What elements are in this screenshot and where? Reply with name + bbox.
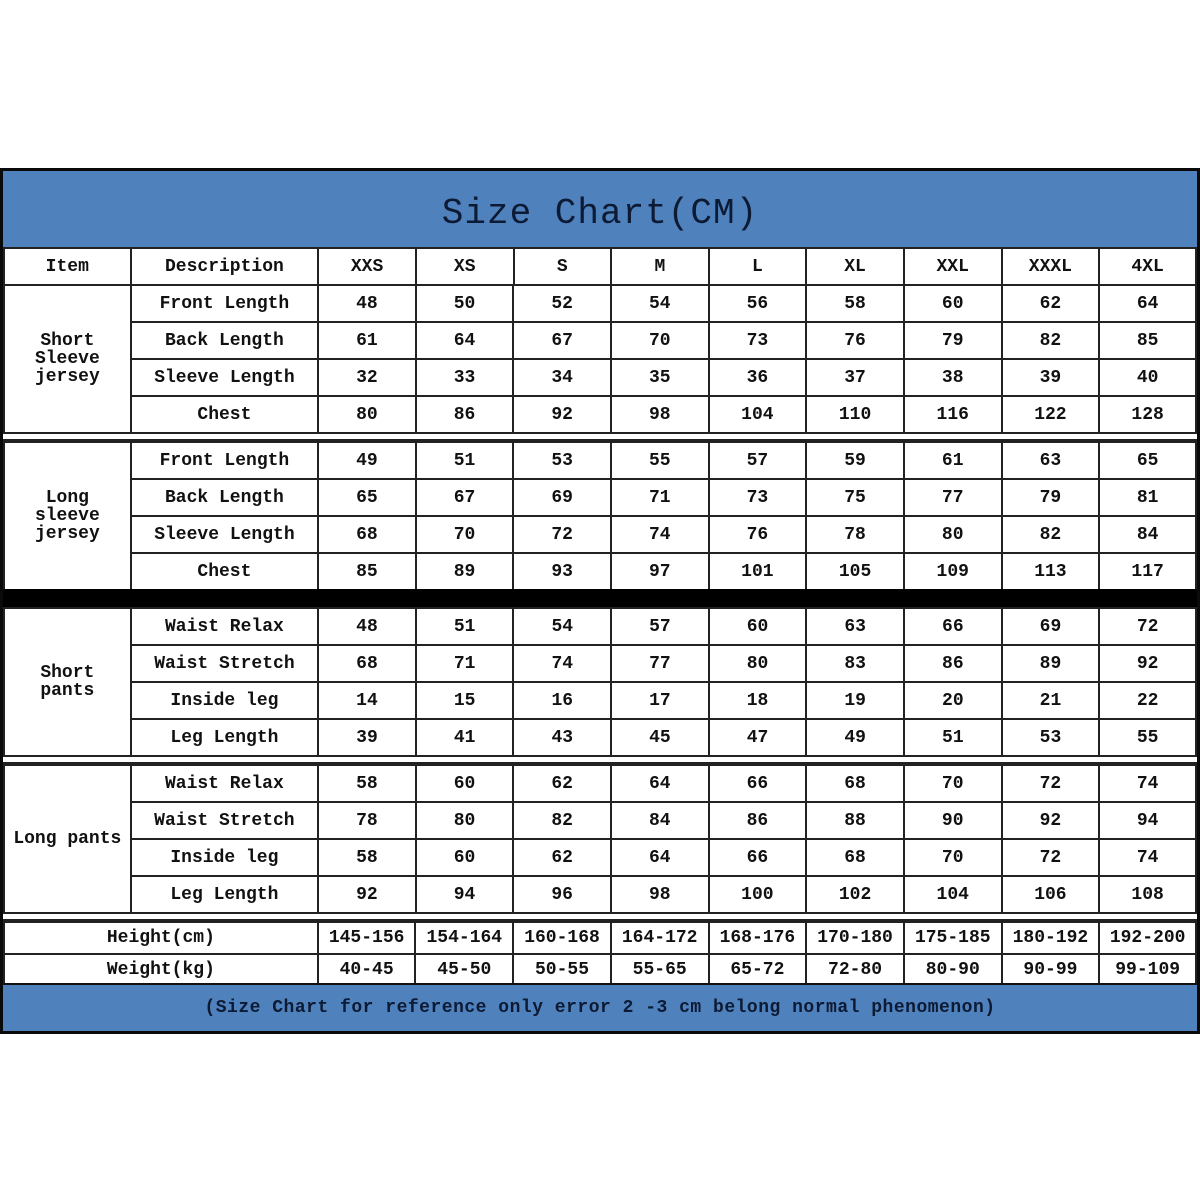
size-value-cell: 58 (318, 839, 416, 876)
title-bar (3, 171, 1197, 249)
size-value-cell: 66 (709, 765, 807, 802)
size-value-cell: 78 (318, 802, 416, 839)
table-row (4, 876, 1196, 913)
size-value-cell: 83 (806, 645, 904, 682)
size-value-cell: 43 (513, 719, 611, 756)
body-fit-value: 192-200 (1099, 922, 1196, 954)
size-value-cell: 81 (1099, 479, 1196, 516)
size-value-cell: 109 (904, 553, 1002, 590)
size-value-cell: 85 (1099, 322, 1196, 359)
size-value-cell: 53 (1002, 719, 1100, 756)
header-table (3, 247, 1197, 286)
size-value-cell: 62 (1002, 285, 1100, 322)
section-table (3, 764, 1197, 914)
size-value-cell: 55 (611, 442, 709, 479)
body-fit-value: 168-176 (709, 922, 807, 954)
size-value-cell: 80 (416, 802, 514, 839)
size-value-cell: 117 (1099, 553, 1196, 590)
size-value-cell: 19 (806, 682, 904, 719)
body-fit-value: 55-65 (611, 954, 709, 986)
size-value-cell: 110 (806, 396, 904, 433)
size-value-cell: 72 (513, 516, 611, 553)
size-value-cell: 74 (611, 516, 709, 553)
size-value-cell: 113 (1002, 553, 1100, 590)
row-description: Chest (131, 396, 318, 433)
body-fit-row (4, 922, 1196, 954)
section-divider (3, 432, 1197, 441)
size-value-cell: 51 (416, 442, 514, 479)
body-fit-value: 164-172 (611, 922, 709, 954)
size-value-cell: 94 (1099, 802, 1196, 839)
table-row (4, 285, 1196, 322)
size-value-cell: 71 (611, 479, 709, 516)
size-value-cell: 62 (513, 839, 611, 876)
size-value-cell: 60 (416, 839, 514, 876)
size-value-cell: 56 (709, 285, 807, 322)
size-value-cell: 64 (611, 765, 709, 802)
size-value-cell: 69 (1002, 608, 1100, 645)
size-value-cell: 72 (1002, 839, 1100, 876)
size-value-cell: 93 (513, 553, 611, 590)
section-divider-thick (3, 589, 1197, 607)
row-description: Waist Stretch (131, 645, 318, 682)
size-value-cell: 80 (904, 516, 1002, 553)
size-value-cell: 40 (1099, 359, 1196, 396)
body-fit-label: Weight(kg) (4, 954, 318, 986)
body-fit-value: 90-99 (1002, 954, 1100, 986)
body-fit-value: 180-192 (1002, 922, 1100, 954)
size-value-cell: 80 (318, 396, 416, 433)
body-fit-value: 154-164 (415, 922, 513, 954)
size-value-cell: 92 (513, 396, 611, 433)
body-fit-table (3, 921, 1197, 987)
size-value-cell: 63 (806, 608, 904, 645)
size-value-cell: 82 (513, 802, 611, 839)
body-fit-value: 50-55 (513, 954, 611, 986)
table-row (4, 396, 1196, 433)
body-fit-value: 40-45 (318, 954, 416, 986)
size-value-cell: 65 (318, 479, 416, 516)
size-value-cell: 100 (709, 876, 807, 913)
size-value-cell: 68 (318, 516, 416, 553)
size-value-cell: 122 (1002, 396, 1100, 433)
size-value-cell: 90 (904, 802, 1002, 839)
size-value-cell: 76 (806, 322, 904, 359)
size-value-cell: 92 (318, 876, 416, 913)
size-value-cell: 63 (1002, 442, 1100, 479)
size-value-cell: 51 (904, 719, 1002, 756)
body-fit-value: 99-109 (1099, 954, 1196, 986)
size-value-cell: 84 (1099, 516, 1196, 553)
size-value-cell: 39 (1002, 359, 1100, 396)
size-value-cell: 128 (1099, 396, 1196, 433)
size-value-cell: 14 (318, 682, 416, 719)
body-fit-value: 65-72 (709, 954, 807, 986)
size-value-cell: 73 (709, 479, 807, 516)
size-value-cell: 80 (709, 645, 807, 682)
size-value-cell: 15 (416, 682, 514, 719)
size-value-cell: 21 (1002, 682, 1100, 719)
size-value-cell: 74 (513, 645, 611, 682)
row-description: Waist Stretch (131, 802, 318, 839)
row-description: Leg Length (131, 876, 318, 913)
size-value-cell: 104 (904, 876, 1002, 913)
table-row (4, 479, 1196, 516)
size-value-cell: 108 (1099, 876, 1196, 913)
size-value-cell: 61 (318, 322, 416, 359)
section-item-label: Short Sleeve jersey (4, 285, 131, 433)
size-value-cell: 86 (709, 802, 807, 839)
size-value-cell: 37 (806, 359, 904, 396)
table-row (4, 322, 1196, 359)
chart-title: Size Chart(CM) (441, 192, 759, 234)
size-value-cell: 62 (513, 765, 611, 802)
size-value-cell: 66 (904, 608, 1002, 645)
size-value-cell: 60 (709, 608, 807, 645)
size-value-cell: 66 (709, 839, 807, 876)
body-fit-row (4, 954, 1196, 986)
size-value-cell: 18 (709, 682, 807, 719)
size-value-cell: 49 (806, 719, 904, 756)
size-value-cell: 65 (1099, 442, 1196, 479)
size-value-cell: 85 (318, 553, 416, 590)
row-description: Leg Length (131, 719, 318, 756)
size-value-cell: 73 (709, 322, 807, 359)
section-item-label: Long pants (4, 765, 131, 913)
size-value-cell: 92 (1002, 802, 1100, 839)
header-size: 4XL (1099, 248, 1196, 285)
size-value-cell: 67 (416, 479, 514, 516)
size-value-cell: 45 (611, 719, 709, 756)
size-value-cell: 106 (1002, 876, 1100, 913)
header-description: Description (131, 248, 319, 285)
size-value-cell: 82 (1002, 516, 1100, 553)
size-value-cell: 74 (1099, 839, 1196, 876)
size-value-cell: 86 (416, 396, 514, 433)
size-value-cell: 22 (1099, 682, 1196, 719)
size-value-cell: 68 (318, 645, 416, 682)
size-value-cell: 58 (806, 285, 904, 322)
size-value-cell: 74 (1099, 765, 1196, 802)
table-row (4, 359, 1196, 396)
size-value-cell: 77 (904, 479, 1002, 516)
table-row (4, 442, 1196, 479)
size-value-cell: 79 (904, 322, 1002, 359)
section-item-label: Short pants (4, 608, 131, 756)
header-size: S (514, 248, 612, 285)
table-row (4, 608, 1196, 645)
size-value-cell: 102 (806, 876, 904, 913)
size-value-cell: 78 (806, 516, 904, 553)
section-table (3, 607, 1197, 757)
size-value-cell: 48 (318, 608, 416, 645)
size-value-cell: 33 (416, 359, 514, 396)
header-size: XS (416, 248, 514, 285)
row-description: Inside leg (131, 682, 318, 719)
size-value-cell: 68 (806, 765, 904, 802)
size-value-cell: 64 (611, 839, 709, 876)
size-value-cell: 98 (611, 396, 709, 433)
header-size: XL (806, 248, 904, 285)
size-value-cell: 38 (904, 359, 1002, 396)
section-table (3, 441, 1197, 591)
size-value-cell: 48 (318, 285, 416, 322)
size-value-cell: 64 (1099, 285, 1196, 322)
size-chart (0, 168, 1200, 1034)
size-value-cell: 67 (513, 322, 611, 359)
size-value-cell: 35 (611, 359, 709, 396)
table-row (4, 765, 1196, 802)
size-value-cell: 69 (513, 479, 611, 516)
size-value-cell: 86 (904, 645, 1002, 682)
size-value-cell: 75 (806, 479, 904, 516)
body-fit-label: Height(cm) (4, 922, 318, 954)
header-size: M (611, 248, 709, 285)
header-row (4, 248, 1196, 285)
body-fit-value: 80-90 (904, 954, 1002, 986)
size-value-cell: 98 (611, 876, 709, 913)
size-value-cell: 94 (416, 876, 514, 913)
size-value-cell: 55 (1099, 719, 1196, 756)
size-value-cell: 41 (416, 719, 514, 756)
table-row (4, 839, 1196, 876)
size-value-cell: 49 (318, 442, 416, 479)
size-value-cell: 20 (904, 682, 1002, 719)
table-row (4, 516, 1196, 553)
table-row (4, 682, 1196, 719)
size-value-cell: 54 (611, 285, 709, 322)
size-value-cell: 51 (416, 608, 514, 645)
size-value-cell: 53 (513, 442, 611, 479)
row-description: Back Length (131, 479, 318, 516)
body-fit-value: 170-180 (806, 922, 904, 954)
size-value-cell: 97 (611, 553, 709, 590)
table-row (4, 553, 1196, 590)
size-value-cell: 60 (416, 765, 514, 802)
size-value-cell: 77 (611, 645, 709, 682)
size-value-cell: 47 (709, 719, 807, 756)
size-value-cell: 16 (513, 682, 611, 719)
size-value-cell: 61 (904, 442, 1002, 479)
size-value-cell: 68 (806, 839, 904, 876)
row-description: Waist Relax (131, 765, 318, 802)
size-value-cell: 57 (611, 608, 709, 645)
table-row (4, 802, 1196, 839)
header-size: XXXL (1002, 248, 1100, 285)
body-fit-value: 45-50 (415, 954, 513, 986)
table-row (4, 719, 1196, 756)
size-value-cell: 72 (1099, 608, 1196, 645)
footer-note: (Size Chart for reference only error 2 -3 cm belong normal phenomenon) (204, 998, 996, 1018)
size-value-cell: 58 (318, 765, 416, 802)
row-description: Inside leg (131, 839, 318, 876)
size-value-cell: 57 (709, 442, 807, 479)
size-value-cell: 52 (513, 285, 611, 322)
table-row (4, 645, 1196, 682)
size-value-cell: 70 (611, 322, 709, 359)
header-size: XXS (318, 248, 416, 285)
size-value-cell: 88 (806, 802, 904, 839)
size-value-cell: 89 (1002, 645, 1100, 682)
row-description: Back Length (131, 322, 318, 359)
size-value-cell: 116 (904, 396, 1002, 433)
size-value-cell: 76 (709, 516, 807, 553)
size-value-cell: 70 (416, 516, 514, 553)
row-description: Sleeve Length (131, 359, 318, 396)
size-value-cell: 70 (904, 839, 1002, 876)
size-value-cell: 64 (416, 322, 514, 359)
body-fit-value: 145-156 (318, 922, 416, 954)
header-size: L (709, 248, 807, 285)
row-description: Front Length (131, 442, 318, 479)
section-item-label: Long sleeve jersey (4, 442, 131, 590)
size-value-cell: 32 (318, 359, 416, 396)
header-size: XXL (904, 248, 1002, 285)
body-fit-value: 72-80 (806, 954, 904, 986)
row-description: Waist Relax (131, 608, 318, 645)
size-value-cell: 54 (513, 608, 611, 645)
body-fit-value: 160-168 (513, 922, 611, 954)
size-value-cell: 60 (904, 285, 1002, 322)
section-table (3, 284, 1197, 434)
size-value-cell: 104 (709, 396, 807, 433)
size-value-cell: 96 (513, 876, 611, 913)
footer-bar (3, 983, 1197, 1031)
size-value-cell: 89 (416, 553, 514, 590)
row-description: Front Length (131, 285, 318, 322)
size-value-cell: 17 (611, 682, 709, 719)
row-description: Chest (131, 553, 318, 590)
size-value-cell: 92 (1099, 645, 1196, 682)
size-value-cell: 82 (1002, 322, 1100, 359)
size-value-cell: 34 (513, 359, 611, 396)
body-fit-value: 175-185 (904, 922, 1002, 954)
section-divider (3, 912, 1197, 921)
size-value-cell: 70 (904, 765, 1002, 802)
size-value-cell: 79 (1002, 479, 1100, 516)
size-value-cell: 101 (709, 553, 807, 590)
size-value-cell: 59 (806, 442, 904, 479)
size-value-cell: 39 (318, 719, 416, 756)
size-value-cell: 72 (1002, 765, 1100, 802)
row-description: Sleeve Length (131, 516, 318, 553)
size-value-cell: 50 (416, 285, 514, 322)
size-value-cell: 84 (611, 802, 709, 839)
size-value-cell: 36 (709, 359, 807, 396)
size-value-cell: 71 (416, 645, 514, 682)
size-value-cell: 105 (806, 553, 904, 590)
section-divider (3, 755, 1197, 764)
header-item: Item (4, 248, 131, 285)
